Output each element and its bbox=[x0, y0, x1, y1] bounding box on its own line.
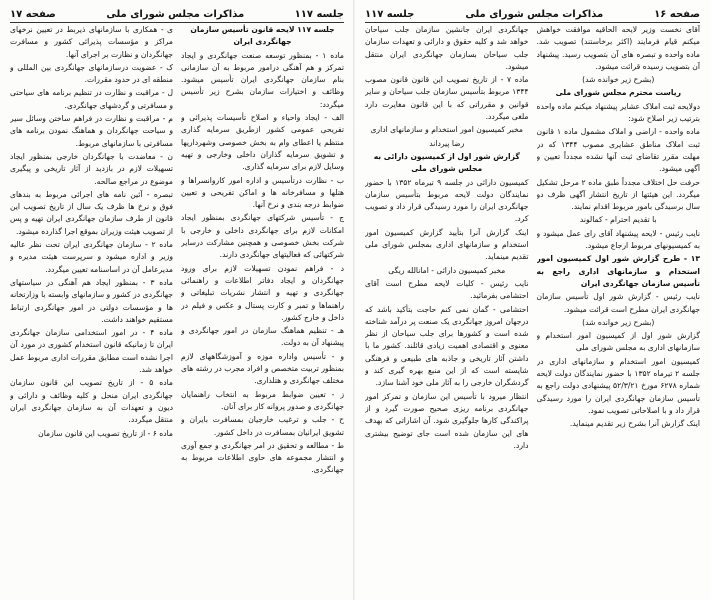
paragraph: (بشرح زیر خوانده شد) bbox=[582, 75, 655, 85]
paragraph: هـ - تنظیم هماهنگ سازمان در امور جهانگردی و پیشنهاد آن به دولت. bbox=[181, 326, 344, 348]
paragraph: ماده واحده - اراضی و املاک مشمول ماده ۱ قانون ثبت املاک مناطق عشایری مصوب ۱۳۴۴ که در مهلت مقرر تقاضای ثبت آنها نشده مجدداً تعیین و آگهی میشود. bbox=[536, 127, 700, 174]
paragraph: ریاست محترم مجلس شورای ملی bbox=[555, 88, 681, 98]
paragraph: احتشامی - گمان نمی کنم حاجت بتأکید باشد که درجهان امروز جهانگردی یک صنعت پر درآمد شناخته شده است و کشورها برای جلب سیاحان از نظر معنوی و اقتصادی اهمیت زیادی قائلند. کشور ما با داشتن آثار تاریخی و جاذبه های طبیعی و فرهنگی شایسته است که از این منبع بهره گیری کند و گردشگران خارجی را به آثار ملی خود آشنا سازد. bbox=[365, 304, 529, 388]
paragraph: انتظار میرود با تأسیس این سازمان و تمرکز امور جهانگردی برنامه ریزی صحیح صورت گیرد و از پراکندگی کارها جلوگیری شود. آن اشاراتی که بهدف های این سازمان شده است جای توضیح بیشتری دارد. bbox=[365, 391, 529, 450]
paragraph: ماده ۲ - سازمان جهانگردی ایران تحت نظر عالیه وزیر و اداره میشود و سرپرست هیئت مدیره و مدیرعامل آن در اساسنامه تعیین میگردد. bbox=[10, 240, 173, 274]
paragraph: ب - نظارت درتأسیس و اداره امور کاروانسراها و هتلها و مسافرخانه ها و اماکن تفریحی و تعیین ضوابط درجه بندی و نرخ آنها. bbox=[181, 175, 344, 210]
paragraph: گزارش شور اول از کمیسیون دارائی به مجلس شورای ملی bbox=[373, 151, 520, 174]
paragraph: اینک گزارش آنرا بشرح زیر تقدیم مینماید. bbox=[569, 419, 700, 429]
paragraph: ز - تعیین ضوابط مربوط به انتخاب راهنمایان جهانگردی و صدور پروانه کار برای آنان. bbox=[181, 389, 344, 411]
paragraph: ج - تأسیس شرکتهای جهانگردی بمنظور ایجاد امکانات لازم برای جهانگردی داخلی و خارجی با شرکت بخش خصوصی و همچنین مشارکت درسایر شرکتهائی که فعالیتهای جهانگردی دارند. bbox=[181, 213, 344, 260]
paragraph: مخبر کمیسیون دارائی - امانالله ریگی bbox=[388, 265, 506, 275]
right-page-column-right bbox=[537, 24, 701, 594]
paragraph: ح - جلب و ترغیب خارجیان بمسافرت بایران و تشویق ایرانیان بمسافرت در داخل کشور. bbox=[181, 415, 344, 437]
paragraph: ی - همکاری با سازمانهای ذیربط در تعیین نرخهای مراکز و مؤسسات پذیرائی کشور و مسافرت جهانگردان و نظارت بر اجرای آنها. bbox=[10, 25, 173, 59]
paragraph: جهانگردی ایران جانشین سازمان جلب سیاحان خواهد شد و کلیه حقوق و دارائی و تعهدات سازمان جلب سیاحان بسازمان جهانگردی ایران منتقل میشود. bbox=[365, 25, 529, 71]
paragraph: ماده ۳ - بمنظور ایجاد هم آهنگی در سیاستهای جهانگردی در کشور و سازمانهای وابسته با وزارتخانه ها و مؤسسات دولتی در امور جهانگردی ارتباط مستقیم خواهند داشت. bbox=[10, 277, 173, 324]
right-page bbox=[355, 0, 710, 600]
left-page-column-left bbox=[10, 24, 173, 594]
paragraph: و - تأسیس واداره موزه و آموزشگاههای لازم بمنظور تربیت متخصص و افراد مجرب در رشته های مختلف جهانگردی و هتلداری. bbox=[181, 351, 344, 386]
paragraph: د - فراهم نمودن تسهیلات لازم برای ورود جهانگردان و ایجاد دفاتر اطلاعات و راهنمائی جهانگردی و تهیه و انتشار نشریات تبلیغاتی و راهنماها و تمبر و کارت پستال و عکس و فیلم در داخل و خارج کشور. bbox=[181, 263, 344, 322]
paragraph: نایب رئیس - لایحه پیشنهاد آقای رای عمل میشود و به کمیسیونهای مربوط ارجاع میشود. bbox=[536, 228, 700, 251]
paragraph: ماده ۶ - از تاریخ تصویب این قانون سازمان bbox=[38, 428, 173, 438]
paragraph: رضا پیرداند bbox=[429, 138, 465, 148]
paragraph: اینک گزارش آنرا بتأیید گزارش کمیسیون امور استخدام و سازمانهای اداری بمجلس شورای ملی تقدیم مینماید. bbox=[365, 227, 529, 262]
paragraph: کمیسیون امور استخدام و سازمانهای اداری در جلسه ۲ تیرماه ۱۳۵۲ با حضور نمایندگان دولت لایحه شماره ۶۲۷۸ مورخ ۵۲/۳/۲۱ پیشنهادی دولت راجع به تأسیس سازمان جهانگردی ایران را مورد رسیدگی قرار داد و با اصلاحاتی تصویب نمود. bbox=[536, 356, 700, 415]
left-page-number: صفحه ۱۷ bbox=[10, 8, 56, 20]
paragraph: ل - مراقبت و نظارت در تنظیم برنامه های سیاحتی و مسافرتی و گردشهای جهانگردی. bbox=[10, 88, 173, 110]
paragraph: دولایحه ثبت املاک عشایر پیشنهاد میکنم ماده واحده بترتیب زیر اصلاح شود: bbox=[536, 101, 700, 124]
paragraph: (بشرح زیر خوانده شد) bbox=[582, 317, 655, 327]
paragraph: ماده ۱ - بمنظور توسعه صنعت جهانگردی و ایجاد تمرکز و هم آهنگی درامور مربوط به آن سازمانی بنام سازمان جهانگردی ایران تأسیس میشود. وظائف و اختیارات سازمان بشرح زیر تأسیس میگردد: bbox=[181, 50, 344, 109]
left-session-label: جلسه ۱۱۷ bbox=[294, 8, 344, 20]
paragraph: با تقدیم احترام - کمالوند bbox=[579, 215, 657, 225]
paragraph: جلسه ۱۱۷ لایحه قانون تأسیس سازمان جهانگردی ایران bbox=[190, 25, 335, 47]
paragraph: نایب رئیس - کلیات لایحه مطرح است آقای احتشامی بفرمائید. bbox=[365, 278, 529, 301]
left-journal-title: مذاکرات مجلس شورای ملی bbox=[106, 8, 245, 20]
right-page-number: صفحه ۱۶ bbox=[654, 8, 700, 20]
paragraph: تبصره - آئین نامه های اجرائی مربوط به بندهای فوق و نرخ ها ظرف یک سال از تاریخ تصویب این قانون از طرف سازمان جهانگردی ایران تهیه و پس از تصویب هیئت وزیران بموقع اجرا گذارده میشود. bbox=[10, 189, 173, 236]
paragraph: ماده ۴ - در امور استخدامی سازمان جهانگردی ایران تا زمانیکه قانون استخدام کشوری در مورد آن اجرا نشده است مطابق مقررات اداری مربوط عمل خواهد شد. bbox=[10, 328, 173, 375]
paragraph: ط - مطالعه و تحقیق در امر جهانگردی و جمع آوری و انتشار مجموعه های حاوی اطلاعات مربوط به جهانگردی. bbox=[181, 440, 344, 475]
left-page-header bbox=[10, 6, 344, 23]
paragraph: گزارش شور اول از کمیسیون امور استخدام و سازمانهای اداری به مجلس شورای ملی bbox=[536, 331, 700, 353]
paragraph: مخبر کمیسیون امور استخدام و سازمانهای اداری bbox=[370, 125, 523, 135]
right-page-column-left bbox=[365, 24, 529, 594]
paragraph: ماده ۷ - از تاریخ تصویب این قانون قانون مصوب ۱۳۴۴ مربوط بتأسیس سازمان جلب سیاحان و سایر قوانین و مقرراتی که با این قانون مغایرت دارد ملغی میگردد. bbox=[365, 75, 529, 122]
left-page bbox=[0, 0, 355, 600]
paragraph: ن - معاضدت با جهانگردان خارجی بمنظور ایجاد تسهیلات لازم در بازدید از آثار تاریخی و پیگیری موضوع در مراجع صالحه. bbox=[10, 151, 173, 186]
paragraph: ک - عضویت درسازمانهای جهانگردی بین المللی و منطقه ای در حدود مقررات. bbox=[10, 62, 173, 85]
paragraph: م - مراقبت و نظارت در فراهم ساختن وسائل سیر و سیاحت جهانگردان و هماهنگ نمودن برنامه های مسافرتی با سازمانهای مربوط. bbox=[10, 114, 173, 148]
paragraph: حرفت حل اختلاف مجدداً طبق ماده ۲ مرحل تشکیل میگردد. این هیئتها از تاریخ انتشار آگهی ظرف دو سال برسیدگی بامور مربوط اقدام نمایند. bbox=[536, 177, 700, 212]
paragraph: ماده ۵ - از تاریخ تصویب این قانون سازمان جهانگردی ایران منحل و کلیه وظائف و دارائی و دیون و تعهدات آن به سازمان جهانگردی ایران منتقل میگردد. bbox=[10, 378, 173, 425]
paragraph: نایب رئیس - گزارش شور اول تأسیس سازمان جهانگردی ایران مطرح است قرائت میشود. bbox=[536, 292, 700, 314]
paragraph: ۱۳ - طرح گزارش شور اول کمیسیون امور استخدام و سازمانهای اداری راجع به تأسیس سازمان جهانگردی ایران bbox=[536, 254, 700, 288]
paragraph: کمیسیون دارائی در جلسه ۹ تیرماه ۱۳۵۲ با حضور نمایندگان دولت لایحه مربوط بتأسیس سازمان جهانگردی ایران را مورد رسیدگی قرار داد و تصویب کرد. bbox=[365, 177, 529, 224]
paragraph: الف - ایجاد واحیاء و اصلاح تأسیسات پذیرائی و تفریحی عمومی کشور ازطریق سرمایه گذاری منتظم یا اعطای وام به بخش خصوصی وشهرداریها و تشویق سرمایه گذاران داخلی وخارجی و تهیه وسایل لازم برای سرمایه گذاری. bbox=[181, 113, 344, 172]
paragraph: آقای نخست وزیر لایحه الحاقیه موافقت خواهش میکنم قیام فرمایند (اکثر برخاستند) تصویب شد. ماده واحده و تبصره های آن بتصویب رسید. پیشنهاد آن بتصویب رسیده قرائت میشود. bbox=[536, 25, 700, 71]
right-session-label: جلسه ۱۱۷ bbox=[365, 8, 415, 20]
right-page-header bbox=[365, 6, 700, 23]
right-journal-title: مذاکرات مجلس شورای ملی bbox=[465, 8, 604, 20]
left-page-column-right bbox=[181, 24, 344, 594]
